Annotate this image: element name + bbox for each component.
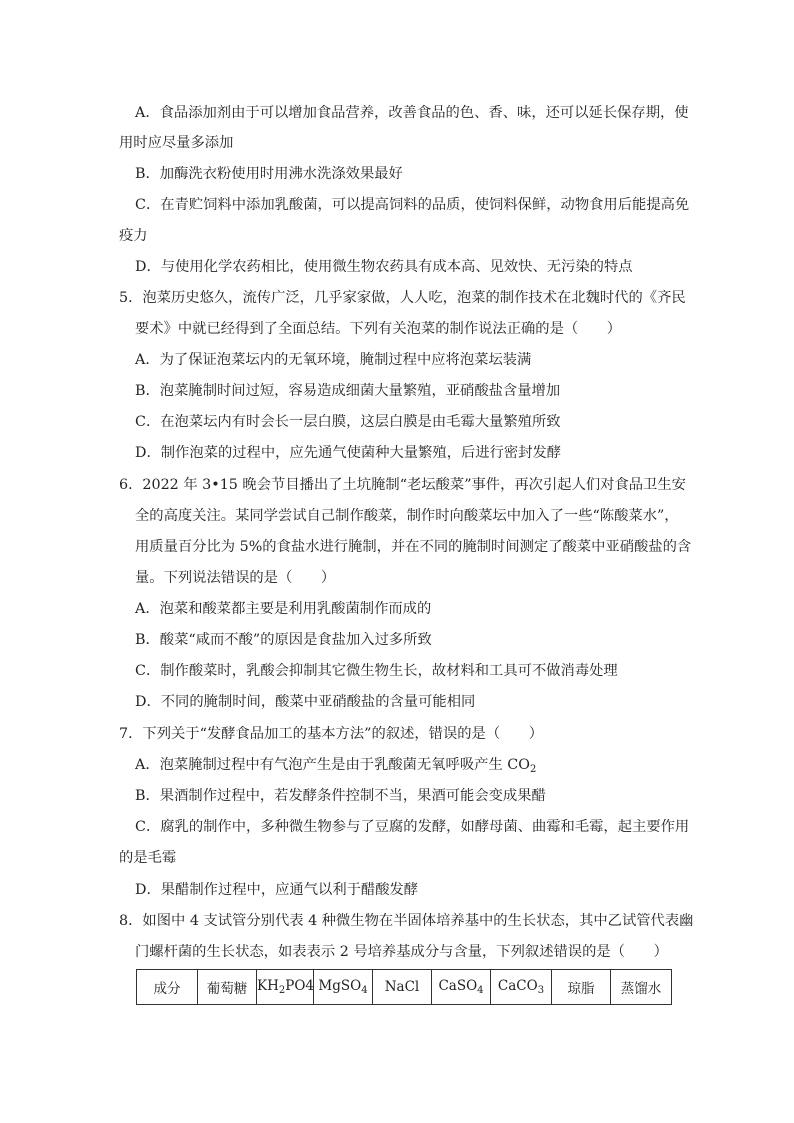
q5-option-b: B．泡菜腌制时间过短，容易造成细菌大量繁殖，亚硝酸盐含量增加 [135,383,561,399]
table-cell-ingredient: 成分 [137,970,198,1005]
table-cell-distilled-water: 蒸馏水 [611,970,672,1005]
q4-option-c-line2: 疫力 [119,228,148,244]
q8-stem-line2: 门螺杆菌的生长状态，如表表示 2 号培养基成分与含量，下列叙述错误的是（ ） [135,944,668,960]
q6-stem-line1: 6．2022 年 3•15 晚会节目播出了土坑腌制“老坛酸菜”事件，再次引起人们对食品卫生安 [119,477,686,493]
q5-option-d: D．制作泡菜的过程中，应先通气使菌种大量繁殖，后进行密封发酵 [135,445,562,461]
q7-option-a-subscript: 2 [529,764,537,775]
q5-option-c: C．在泡菜坛内有时会长一层白膜，这层白膜是由毛霉大量繁殖所致 [135,414,561,430]
q7-option-c-line1: C．腐乳的制作中，多种微生物参与了豆腐的发酵，如酵母菌、曲霉和毛霉，起主要作用 [135,819,690,835]
q7-option-d: D．果醋制作过程中，应通气以利于醋酸发酵 [135,882,419,898]
table-cell-caso4: CaSO$_4$ [432,970,491,1005]
table-cell-caco3: CaCO$_3$ [491,970,552,1005]
table-cell-nacl: NaCl [373,970,432,1005]
q4-option-a-line1: A．食品添加剂由于可以增加食品营养，改善食品的色、香、味，还可以延长保存期，使 [135,105,689,121]
q5-option-a: A．为了保证泡菜坛内的无氧环境，腌制过程中应将泡菜坛装满 [135,352,532,368]
table-cell-kh2po4: $KH_2PO4$ [257,970,314,1005]
q5-stem-line2: 要术》中就已经得到了全面总结。下列有关泡菜的制作说法正确的是（ ） [135,321,622,337]
q4-option-c-line1: C．在青贮饲料中添加乳酸菌，可以提高饲料的品质，使饲料保鲜，动物食用后能提高免 [135,197,690,213]
q6-stem-line4: 量。下列说法错误的是（ ） [135,570,336,586]
q5-stem-line1: 5．泡菜历史悠久，流传广泛，几乎家家做，人人吃，泡菜的制作技术在北魏时代的《齐民 [119,290,686,306]
q7-option-a [135,755,536,780]
q6-stem-line3: 用质量百分比为 5%的食盐水进行腌制，并在不同的腌制时间测定了酸菜中亚硝酸盐的含 [135,539,692,555]
q4-option-a-line2: 用时应尽量多添加 [119,135,234,151]
q7-option-b: B．果酒制作过程中，若发酵条件控制不当，果酒可能会变成果醋 [135,788,546,804]
table-cell-mgso4: MgSO$_4$ [314,970,373,1005]
q7-option-c-line2: 的是毛霉 [119,850,177,866]
q4-option-d: D．与使用化学农药相比，使用微生物农药具有成本高、见效快、无污染的特点 [135,259,633,275]
q6-option-c: C．制作酸菜时，乳酸会抑制其它微生物生长，故材料和工具可不做消毒处理 [135,663,618,679]
q4-option-b: B．加酶洗衣粉使用时用沸水洗涤效果最好 [135,166,403,182]
q6-option-d: D．不同的腌制时间，酸菜中亚硝酸盐的含量可能相同 [135,694,476,710]
table-cell-glucose: 葡萄糖 [198,970,257,1005]
q6-option-b: B．酸菜“咸而不酸”的原因是食盐加入过多所致 [135,632,432,648]
table-cell-agar: 琼脂 [552,970,611,1005]
q7-option-a-text: A．泡菜腌制过程中有气泡产生是由于乳酸菌无氧呼吸产生 CO [135,757,530,773]
medium-composition-table [136,969,672,1005]
q7-stem: 7．下列关于“发酵食品加工的基本方法”的叙述，错误的是（ ） [119,726,544,742]
q6-option-a: A．泡菜和酸菜都主要是利用乳酸菌制作而成的 [135,601,432,617]
q8-stem-line1: 8．如图中 4 支试管分别代表 4 种微生物在半固体培养基中的生长状态，其中乙试管代表幽 [119,913,694,929]
q6-stem-line2: 全的高度关注。某同学尝试自己制作酸菜，制作时向酸菜坛中加入了一些“陈酸菜水”， [135,508,679,524]
table-header-row [137,970,672,1005]
